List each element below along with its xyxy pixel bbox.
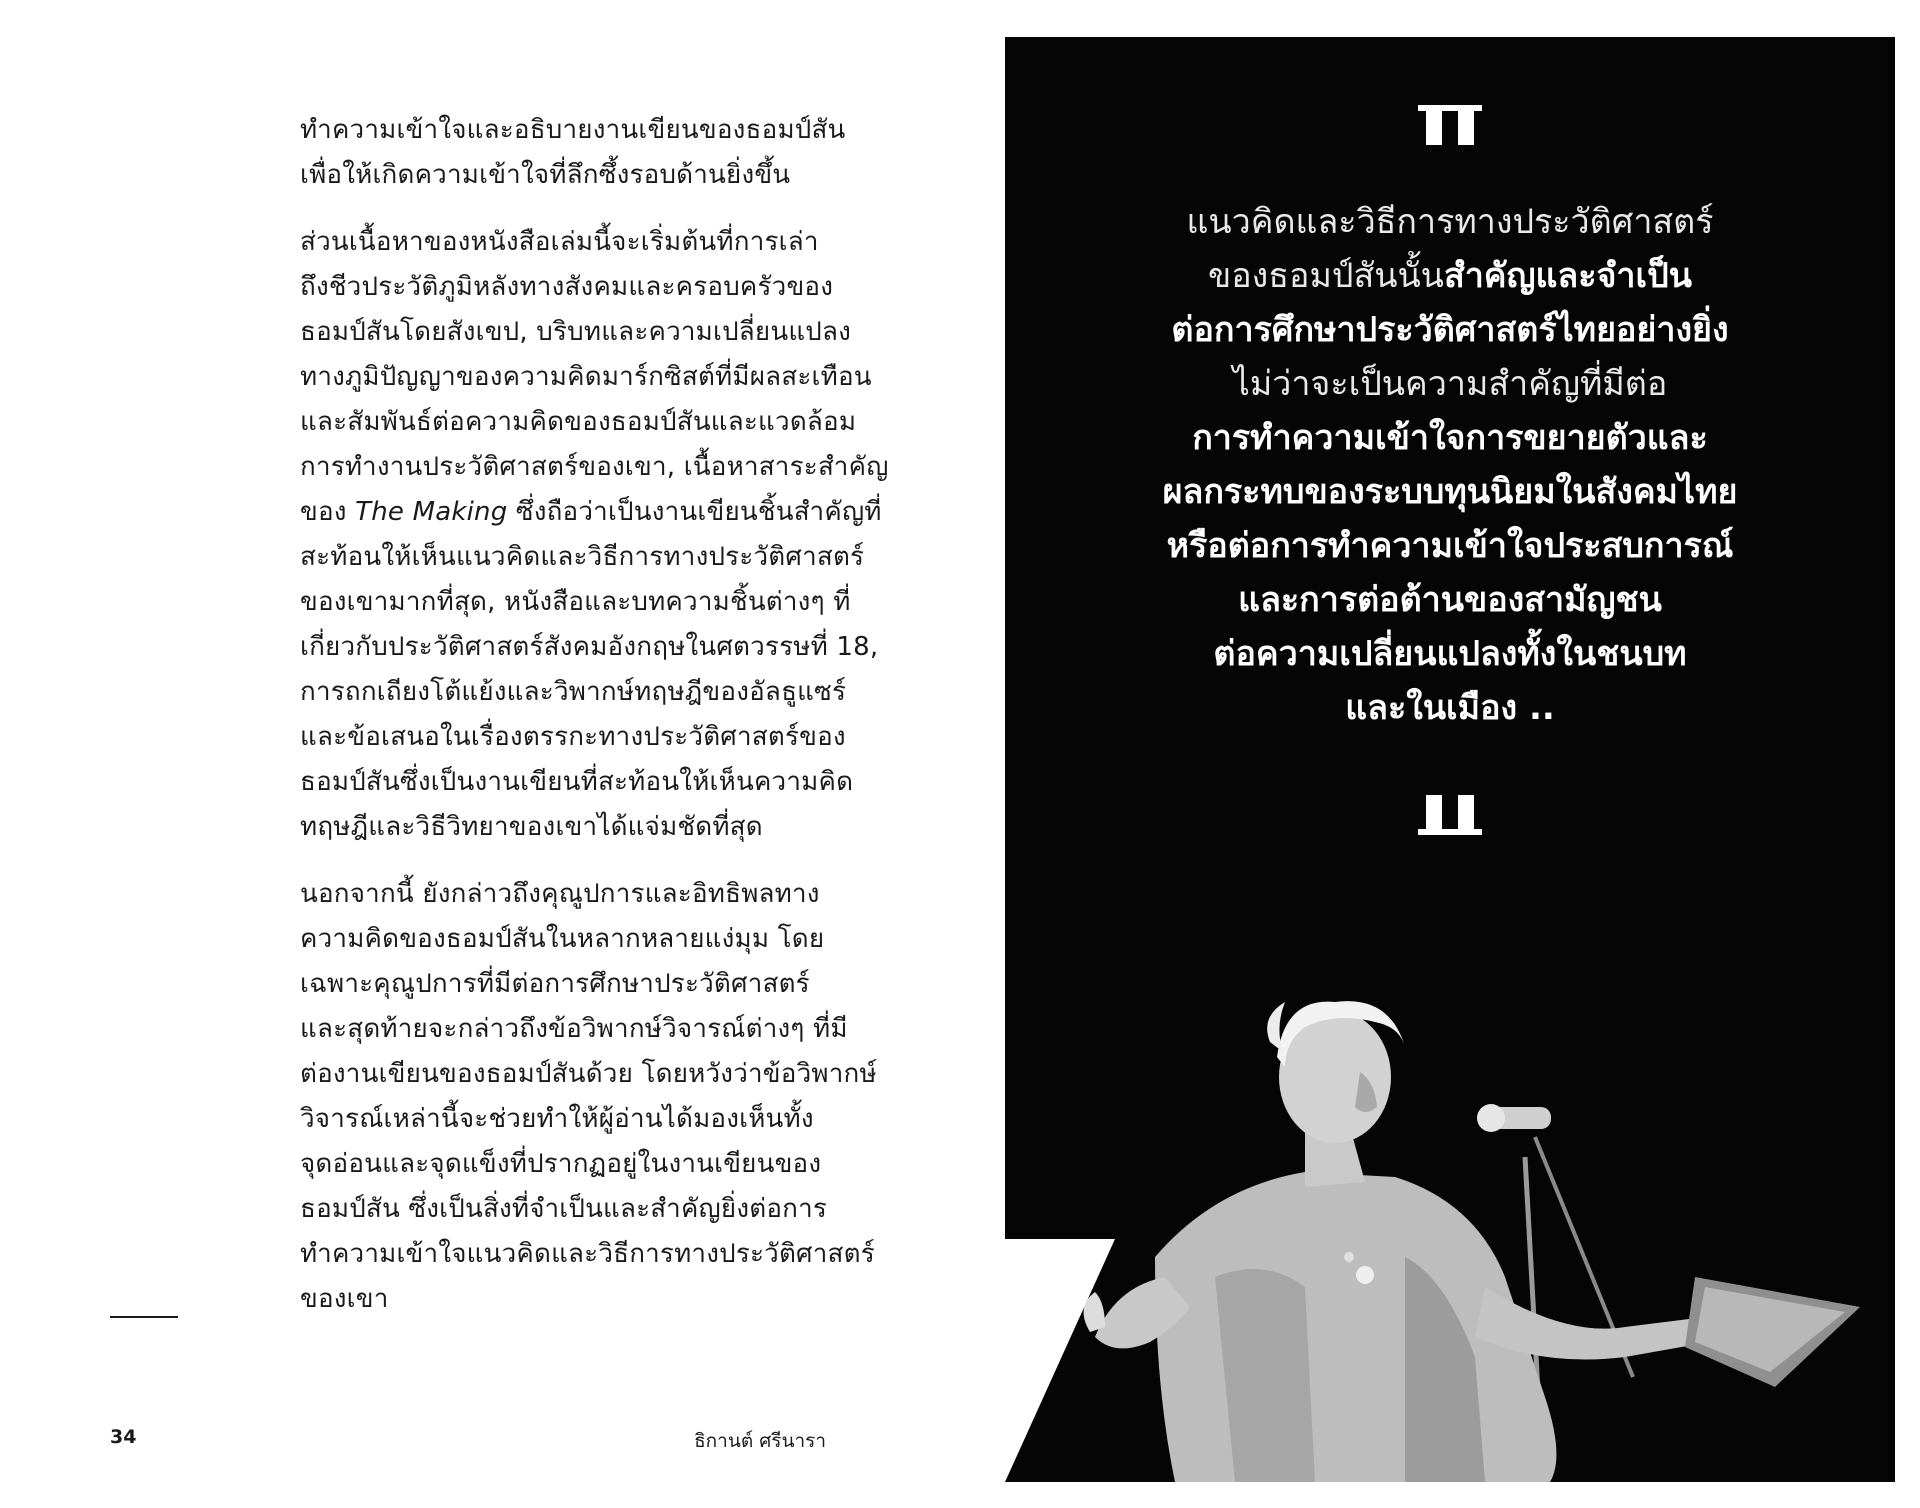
text-line: และสุดท้ายจะกล่าวถึงข้อวิพากษ์วิจารณ์ต่างๆ ที่มี xyxy=(300,1014,848,1044)
text-fragment: ซึ่งถือว่าเป็นงานเขียนชิ้นสำคัญที่ xyxy=(507,497,882,527)
text-line: และสัมพันธ์ต่อความคิดของธอมป์สันและแวดล้อม xyxy=(300,407,857,437)
text-line: ของเขามากที่สุด, หนังสือและบทความชิ้นต่างๆ ที่ xyxy=(300,587,851,617)
quote-line: และการต่อต้านของสามัญชน xyxy=(1238,580,1662,620)
text-fragment: ของ xyxy=(300,497,356,527)
text-line: วิจารณ์เหล่านี้จะช่วยทำให้ผู้อ่านได้มองเห็นทั้ง xyxy=(300,1104,814,1134)
text-line: ส่วนเนื้อหาของหนังสือเล่มนี้จะเริ่มต้นที่การเล่า xyxy=(300,227,819,257)
quote-fragment: ของธอมป์สันนั้น xyxy=(1208,256,1444,296)
page-number: 34 xyxy=(110,1426,137,1448)
text-line: ทฤษฎีและวิธีวิทยาของเขาได้แจ่มชัดที่สุด xyxy=(300,812,763,842)
paragraph-2 xyxy=(300,220,889,850)
open-quote-icon xyxy=(1005,105,1895,149)
text-line-with-title xyxy=(300,490,882,535)
text-line: เกี่ยวกับประวัติศาสตร์สังคมอังกฤษในศตวรรษที่ 18, xyxy=(300,632,879,662)
quote-line: ผลกระทบของระบบทุนนิยมในสังคมไทย xyxy=(1162,472,1738,512)
text-line: และข้อเสนอในเรื่องตรรกะทางประวัติศาสตร์ของ xyxy=(300,722,846,752)
quote-line: หรือต่อการทำความเข้าใจประสบการณ์ xyxy=(1166,526,1734,566)
footnote-rule xyxy=(110,1316,178,1318)
text-line: การถกเถียงโต้แย้งและวิพากษ์ทฤษฎีของอัลธูแซร์ xyxy=(300,677,847,707)
text-line: จุดอ่อนและจุดแข็งที่ปรากฏอยู่ในงานเขียนของ xyxy=(300,1149,822,1179)
paragraph-1 xyxy=(300,108,846,198)
quote-line: แนวคิดและวิธีการทางประวัติศาสตร์ xyxy=(1186,202,1714,242)
quote-emphasis: สำคัญและจำเป็น xyxy=(1443,256,1692,296)
text-line: สะท้อนให้เห็นแนวคิดและวิธีการทางประวัติศาสตร์ xyxy=(300,542,865,572)
text-line: ความคิดของธอมป์สันในหลากหลายแง่มุม โดย xyxy=(300,924,825,954)
quote-line: ต่อการศึกษาประวัติศาสตร์ไทยอย่างยิ่ง xyxy=(1171,310,1729,350)
text-line: ทางภูมิปัญญาของความคิดมาร์กซิสต์ที่มีผลสะเทือน xyxy=(300,362,872,392)
text-line: นอกจากนี้ ยังกล่าวถึงคุณูปการและอิทธิพลทาง xyxy=(300,879,820,909)
close-quote-icon xyxy=(1005,795,1895,839)
text-line: ของเขา xyxy=(300,1284,389,1314)
text-line: ทำความเข้าใจและอธิบายงานเขียนของธอมป์สัน xyxy=(300,115,846,145)
text-line: การทำงานประวัติศาสตร์ของเขา, เนื้อหาสาระสำคัญ xyxy=(300,452,889,482)
text-line: ธอมป์สัน ซึ่งเป็นสิ่งที่จำเป็นและสำคัญยิ่งต่อการ xyxy=(300,1194,828,1224)
text-line: ธอมป์สันโดยสังเขป, บริบทและความเปลี่ยนแปลง xyxy=(300,317,852,347)
text-line: ธอมป์สันซึ่งเป็นงานเขียนที่สะท้อนให้เห็นความคิด xyxy=(300,767,854,797)
speaker-photo xyxy=(1005,957,1895,1482)
quote-line: ไม่ว่าจะเป็นความสำคัญที่มีต่อ xyxy=(1232,364,1668,404)
pull-quote-panel xyxy=(1005,37,1895,1482)
paragraph-3 xyxy=(300,872,877,1322)
text-line: ต่องานเขียนของธอมป์สันด้วย โดยหวังว่าข้อวิพากษ์ xyxy=(300,1059,877,1089)
running-footer-author: ธิกานต์ ศรีนารา xyxy=(694,1430,826,1452)
quote-line: ต่อความเปลี่ยนแปลงทั้งในชนบท xyxy=(1213,634,1687,674)
text-line: ทำความเข้าใจแนวคิดและวิธีการทางประวัติศาสตร์ xyxy=(300,1239,875,1269)
pull-quote xyxy=(1005,195,1895,735)
text-line: เพื่อให้เกิดความเข้าใจที่ลึกซึ้งรอบด้านยิ่งขึ้น xyxy=(300,160,791,190)
quote-line: การทำความเข้าใจการขยายตัวและ xyxy=(1192,418,1708,458)
quote-line: และในเมือง .. xyxy=(1345,688,1555,728)
body-text xyxy=(300,108,889,1344)
quote-line xyxy=(1005,249,1895,303)
text-line: ถึงชีวประวัติภูมิหลังทางสังคมและครอบครัวของ xyxy=(300,272,834,302)
text-line: เฉพาะคุณูปการที่มีต่อการศึกษาประวัติศาสตร์ xyxy=(300,969,810,999)
book-title: The Making xyxy=(355,497,508,527)
